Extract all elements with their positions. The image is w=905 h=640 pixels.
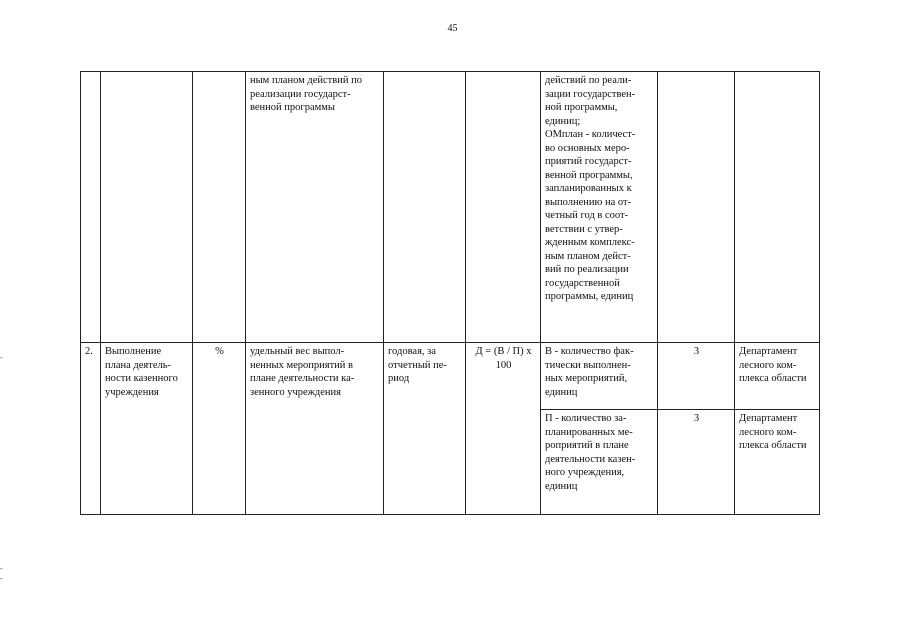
- margin-mark: -: [0, 574, 3, 583]
- name-cell: [101, 72, 193, 343]
- name-cell: Выполнение плана деятель- ности казенного учреждения: [101, 343, 193, 515]
- definition-cell: удельный вес выпол- ненных мероприятий в плане деятельности ка- зенного учреждения: [246, 343, 384, 515]
- unit-cell: %: [193, 343, 246, 515]
- continuation-row: [81, 72, 820, 343]
- source-cell: Департамент лесного ком- плекса области: [735, 410, 820, 515]
- variable-cell: П - количество за- планированных ме- роприятий в плане деятельности казен- ного учреждения, единиц: [541, 410, 658, 515]
- period-cell: [384, 72, 466, 343]
- formula-cell: [466, 72, 541, 343]
- variables-cell: действий по реали- зации государствен- ной программы, единиц; ОМплан - количест- во основных меро- приятий государст- венной программы, запланированных к выполнению на от- четный год в соот- ветствии с утвер- жденным комплекс- ным планом дейст- вий по реализации государственной программы, единиц: [541, 72, 658, 343]
- variable-cell: В - количество фак- тически выполнен- ных мероприятий, единиц: [541, 343, 658, 410]
- source-cell: [735, 72, 820, 343]
- indicator-table: [80, 71, 820, 515]
- definition-cell: ным планом действий по реализации государст- венной программы: [246, 72, 384, 343]
- margin-mark: -: [0, 564, 3, 573]
- unit-cell: [193, 72, 246, 343]
- value-cell: 3: [658, 343, 735, 410]
- period-cell: годовая, за отчетный пе- риод: [384, 343, 466, 515]
- margin-mark: -: [0, 353, 3, 362]
- value-cell: [658, 72, 735, 343]
- value-cell: 3: [658, 410, 735, 515]
- source-cell: Департамент лесного ком- плекса области: [735, 343, 820, 410]
- indicator-row: [81, 343, 820, 410]
- number-cell: [81, 72, 101, 343]
- formula-cell: Д = (В / П) х 100: [466, 343, 541, 515]
- number-cell: 2.: [81, 343, 101, 515]
- page-number: 45: [447, 23, 458, 34]
